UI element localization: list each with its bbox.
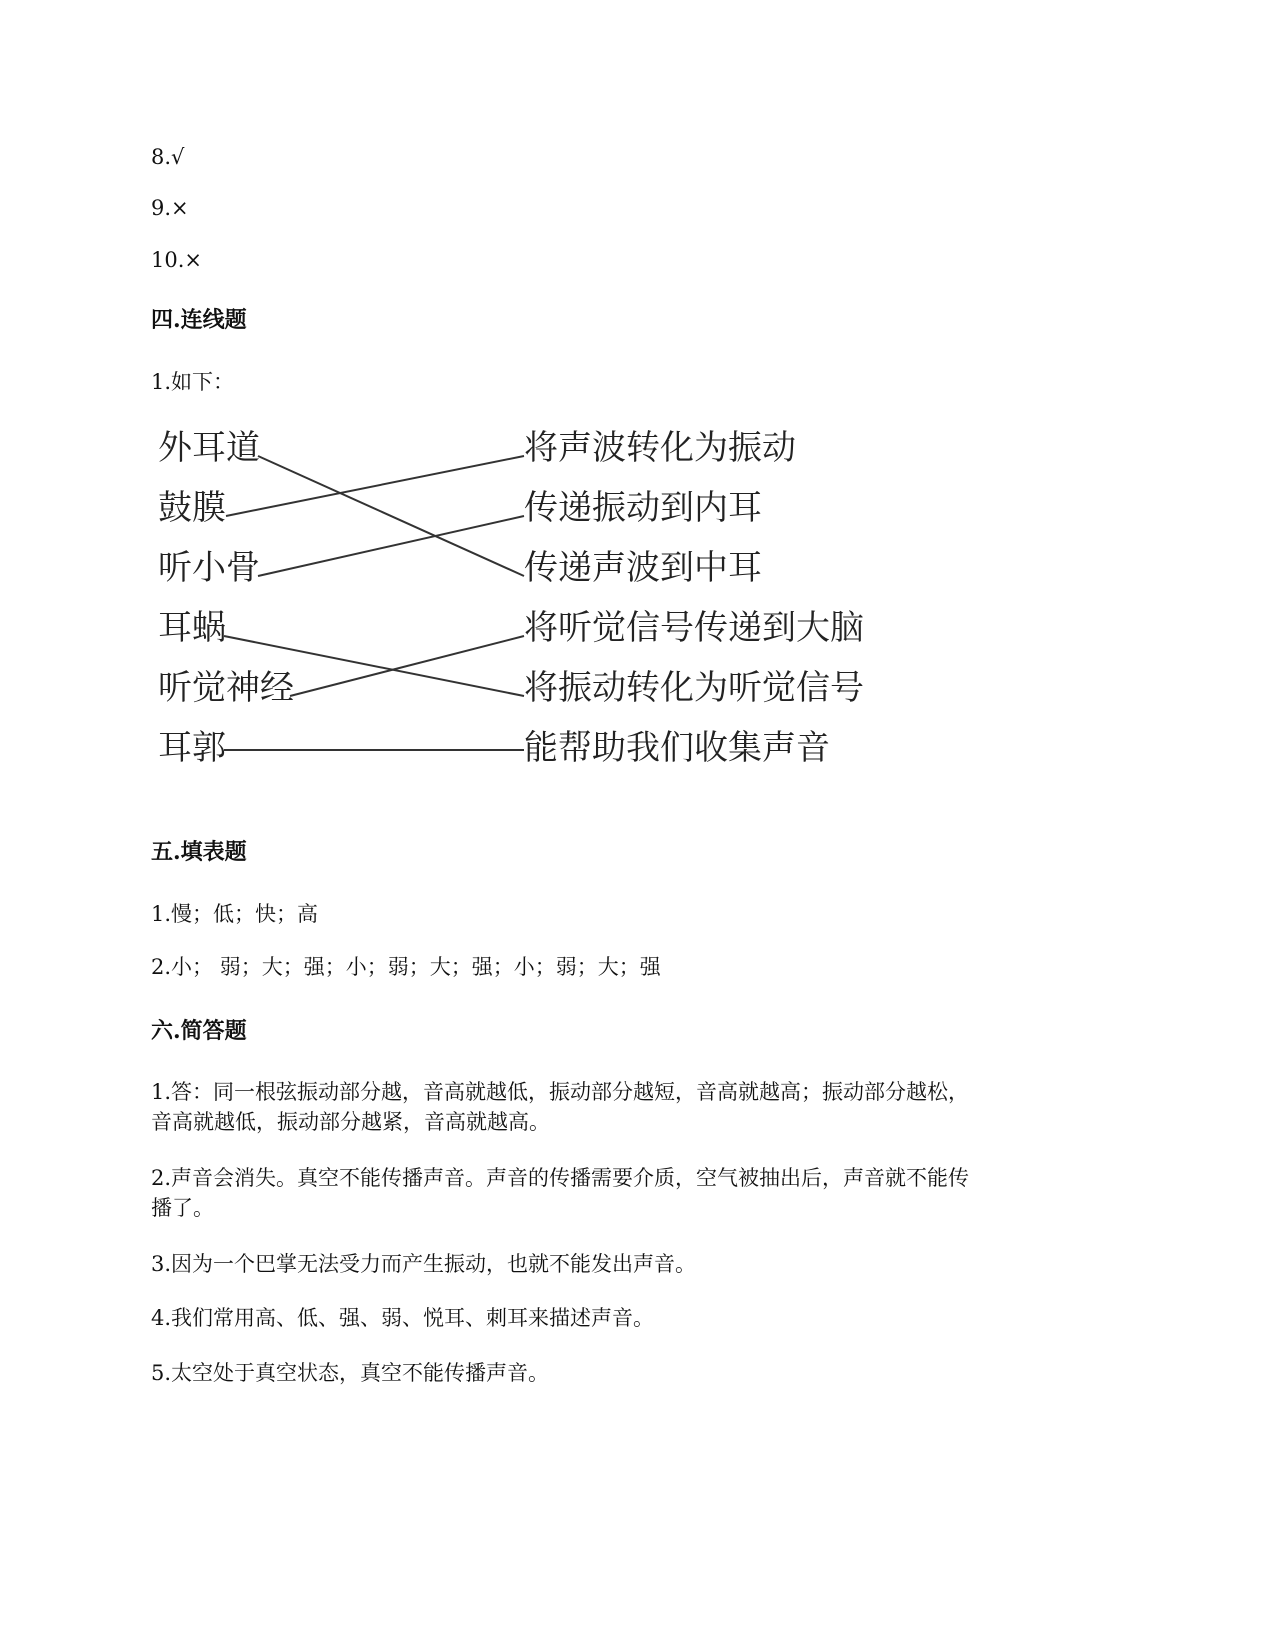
answer-1-line-2: 音高就越低，振动部分越紧，音高就越高。 (151, 1110, 550, 1134)
connection-line-4 (290, 636, 524, 696)
left-term-1: 鼓膜 (158, 488, 226, 528)
section-4-q1: 1.如下： (151, 370, 235, 394)
left-term-0: 外耳道 (158, 428, 260, 468)
answer-1-line-1: 1.答：同一根弦振动部分越，音高就越低，振动部分越短，音高就越高；振动部分越松， (151, 1080, 970, 1104)
section-6-heading: 六.简答题 (151, 1018, 247, 1044)
answer-9: 9.× (151, 196, 189, 220)
section-5-q2: 2.小； 弱；大；强；小；弱；大；强；小；弱；大；强 (151, 955, 661, 979)
connection-line-2 (258, 516, 524, 576)
answer-10: 10.× (151, 248, 202, 272)
answer-2-line-2: 播了。 (151, 1196, 214, 1220)
right-term-2: 传递声波到中耳 (524, 548, 762, 588)
left-term-2: 听小骨 (158, 548, 260, 588)
connection-line-1 (226, 456, 524, 516)
matching-diagram (158, 428, 918, 800)
left-term-3: 耳蜗 (158, 608, 226, 648)
section-5-heading: 五.填表题 (151, 839, 247, 865)
left-term-5: 耳郭 (158, 728, 226, 768)
left-term-4: 听觉神经 (158, 668, 294, 708)
section-6-answer-5: 5.太空处于真空状态，真空不能传播声音。 (151, 1361, 550, 1385)
section-5-q1: 1.慢；低；快；高 (151, 902, 319, 926)
section-4-heading: 四.连线题 (151, 307, 247, 333)
section-6-answer-1 (151, 1077, 1131, 1137)
right-term-4: 将振动转化为听觉信号 (524, 668, 864, 708)
connection-line-0 (258, 456, 524, 576)
section-6-answer-4: 4.我们常用高、低、强、弱、悦耳、刺耳来描述声音。 (151, 1306, 655, 1330)
answer-2-line-1: 2.声音会消失。真空不能传播声音。声音的传播需要介质，空气被抽出后，声音就不能传 (151, 1166, 970, 1190)
right-term-0: 将声波转化为振动 (524, 428, 796, 468)
section-6-answer-3: 3.因为一个巴掌无法受力而产生振动，也就不能发出声音。 (151, 1252, 697, 1276)
right-term-3: 将听觉信号传递到大脑 (524, 608, 864, 648)
right-term-5: 能帮助我们收集声音 (524, 728, 830, 768)
right-term-1: 传递振动到内耳 (524, 488, 762, 528)
section-6-answer-2 (151, 1163, 1131, 1223)
answer-8: 8.√ (151, 145, 185, 169)
